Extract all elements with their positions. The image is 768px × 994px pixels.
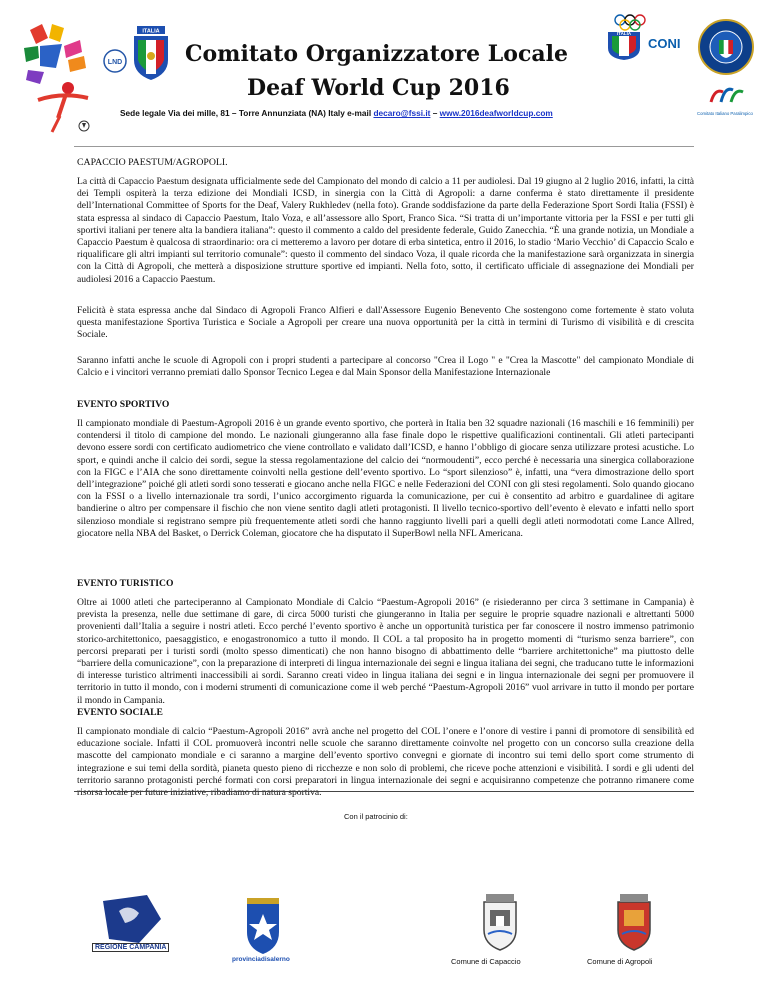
paragraph-evento-sociale: Il campionato mondiale di calcio “Paestum-Agropoli 2016” avrà anche nel progetto del COL l’onere e l’onore di vestire i panni di promotore di sensibilità ed educazione sociale. Infatti il COL promuoverà incontri nelle scuole che saranno direttamente coinvolte nel progetto con un concorso sulla creazione della mascotte del campionato mondiale e ci saranno a margine dell’evento sportivo convegni e giornate di incontro sui temi dello sport come strumento di integrazione e sui temi della sordità, pianeta questo pieno di ricchezze e non solo di problemi, che riceve poche attenzioni e visibilità. I sordi e gli udenti del territorio saranno protagonisti perché formati con corsi preparatori in lingua internazionale dei segni e acquisiranno competenze che potranno rimanere come risorsa locale per future iniziative, ribadiamo di natura sportiva. (77, 726, 694, 799)
coni-italia-text: ITALIA (616, 31, 632, 36)
lnd-logo (103, 48, 127, 74)
fssi-federation-logo (697, 18, 755, 76)
paragraph-intro-text: La città di Capaccio Paestum designata ufficialmente sede del Campionato del mondo di calcio a 11 per audiolesi. Dal 19 giugno al 2 luglio 2016, infatti, la città dei Templi ospiterà la terza edizione dei Mondiali ICSD, in sinergia con la Città di Agropoli: a darne conferma è stato direttamente il presidente dell’International Committee of Sports for the Deaf, Valery Rukhledev (nella foto). Grande soddisfazione da parte della Federazione Sport Sordi Italia (FSSI) è stata espressa al sindaco di Capaccio Paestum, Italo Voza, e all’assessore allo Sport, Franco Sica. “Si tratta di un’importante vittoria per la FSSI e per tutti gli sportivi italiani per tenere alta la bandiera italiana”: questo il commento a caldo del presidente federale, Guido Zanecchia. “È una grande notizia, un Mondiale a Capaccio Paestum è qualcosa di straordinario: ora ci metteremo a lavoro per dotare di erba sintetica, entro il 2016, lo stadio ‘Mario Vecchio’ di Capaccio Scalo e riqualificare gli altri impianti sul territorio comunale”: questo il commento del sindaco Voza, il quale ricorda che la manifestazione sarà organizzata in sinergia con la Città di Agropoli, che metterà a disposizione strutture sportive ed impianti. Nella foto, sotto, il certificato ufficiale di assegnazione dei Mondiali per audiolesi 2016 a Capaccio Paestum. (77, 176, 694, 285)
heading-evento-sociale: EVENTO SOCIALE (77, 707, 163, 718)
comune-capaccio-crest (476, 892, 524, 952)
title-line-2: Deaf World Cup 2016 (247, 75, 510, 101)
article-place: CAPACCIO PAESTUM/AGROPOLI. (77, 157, 228, 168)
email-link[interactable]: decaro@fssi.it (373, 108, 431, 118)
website-link[interactable]: www.2016deafworldcup.com (439, 108, 553, 118)
title-line-1: Comitato Organizzatore Locale (185, 41, 568, 67)
figc-italia-text: ITALIA (142, 28, 160, 35)
address-line (120, 108, 553, 118)
address-text: Sede legale Via dei mille, 81 – Torre Annunziata (NA) Italy e-mail (120, 108, 374, 118)
paragraph-scuole: Saranno infatti anche le scuole di Agropoli con i propri studenti a partecipare al concorso "Crea il Logo " e "Crea la Mascotte" del campionato Mondiale di Calcio e i vincitori verranno premiati dallo Sponsor Tecnico Legea e dal Main Sponsor della Manifestazione Internazionale (77, 355, 694, 379)
paragraph-evento-turistico: Oltre ai 1000 atleti che parteciperanno al Campionato Mondiale di Calcio “Paestum-Agropoli 2016” (e risiederanno per circa 3 settimane in Campania) è prevista la presenza, nelle due settimane di gare, di circa 5000 turisti che giungeranno in Italia per seguire le proprie squadre nazionali e altrettanti 5000 provenienti dall’Italia a seguire i nostri atleti. Ecco perché l’evento sportivo è anche un opportunità turistica per far conoscere il nostro immenso patrimonio storico-architettonico, paesaggistico, e enogastronomico a tutto il mondo. Il COL a tal proposito ha in progetto momenti di “turismo senza barriere”, con percorsi preparati per i turisti sordi (molto spesso dimenticati) che non hanno bisogno di abbattimento delle “barriere architettoniche” ma piuttosto delle “barriere della comunicazione”, con la preparazione di interpreti di lingua internazionale dei segni e lingua italiana dei segni, che traducano tutte le informazioni di interesse turistico altrimenti inaccessibili ai sordi. Saranno creati video in lingua italiana dei segni e in lingua internazionale dei segni per promuovere il territorio in tutto il mondo, con i moderni strumenti di comunicazione come il web perché “Paestum-Agropoli 2016” vuol arrivare in tutto il mondo per portare il mondo in Campania. (77, 597, 694, 706)
patrocinio-label: Con il patrocinio di: (344, 812, 408, 821)
paragraph-intro (77, 176, 694, 286)
heading-evento-sportivo: EVENTO SPORTIVO (77, 399, 170, 410)
deaf-world-cup-logo (22, 22, 102, 137)
comune-capaccio-label: Comune di Capaccio (451, 957, 521, 966)
provincia-salerno-label: provinciadisalerno (232, 956, 290, 963)
paragraph-evento-sportivo: Il campionato mondiale di Paestum-Agropoli 2016 è un grande evento sportivo, che porterà in Italia ben 32 squadre nazionali (16 maschili e 16 femminili) per contendersi il titolo di campione del mondo. Le nazionali giungeranno alla fase finale dopo le rispettive qualificazioni continentali. Gli atleti partecipanti devono essere sordi con certificato audiometrico che viene controllato e validato dall’ICSD, e hanno l’obbligo di giocare senza utilizzare protesi acustiche. Lo sport, e quindi anche il calcio dei sordi, segue la stessa regolamentazione del calcio dei “normoudenti”, ecco perché è necessaria una sinergica collaborazione con la FIGC e l’AIA che sono direttamente coinvolti nella gestione dell’evento sportivo. Lo “sport silenzioso” è, infatti, una “vera dimostrazione dello sport dell’integrazione” poiché gli atleti sordi sono tesserati e giocano anche nella FIGC e nelle Federazioni del CONI con gli stesi regolamenti. Solo quando giocano con la FSSI o a livello internazionale tra sordi, l’unico accorgimento riguarda la comunicazione, per cui è consentito ad arbitro e guardalinee di agitare bandierine o altro per compensare il fischio che non viene sentito dagli atleti protagonisti. Il livello tecnico-sportivo dell’evento è elevato e infatti nello sport silenzioso mondiale si registrano sempre più frequentemente atleti sordi che hanno raggiunto livelli pari a quelli degli atleti normodotati come Lance Allred, giocatore nella NBA del Basket, o Derrick Coleman, giocatore che ha disputato il SuperBowl nella NFL Americana. (77, 418, 694, 539)
paralympic-committee-label: Comitato Italiano Paralimpico (697, 111, 753, 116)
address-separator: – (430, 108, 440, 118)
comune-agropoli-crest (610, 892, 658, 952)
figc-italia-shield-logo (128, 26, 174, 82)
regione-campania-label: REGIONE CAMPANIA (92, 943, 169, 952)
paragraph-felicita: Felicità è stata espressa anche dal Sindaco di Agropoli Franco Alfieri e dall'Assessore Eugenio Benevento Che sostengono come fortemente è stato voluta questa manifestazione Sportiva Turistica e Sociale a Agropoli per creare una nuova opportunità per la città in termini di Turismo di visibilità e di crescita Sociale. (77, 305, 694, 341)
header-divider (74, 146, 694, 147)
heading-evento-turistico: EVENTO TURISTICO (77, 578, 174, 589)
provincia-salerno-logo (243, 898, 283, 956)
coni-text-logo: CONI (648, 36, 681, 51)
footer-divider (74, 791, 694, 792)
comune-agropoli-label: Comune di Agropoli (587, 957, 653, 966)
lnd-logo-text: LND (107, 59, 123, 66)
